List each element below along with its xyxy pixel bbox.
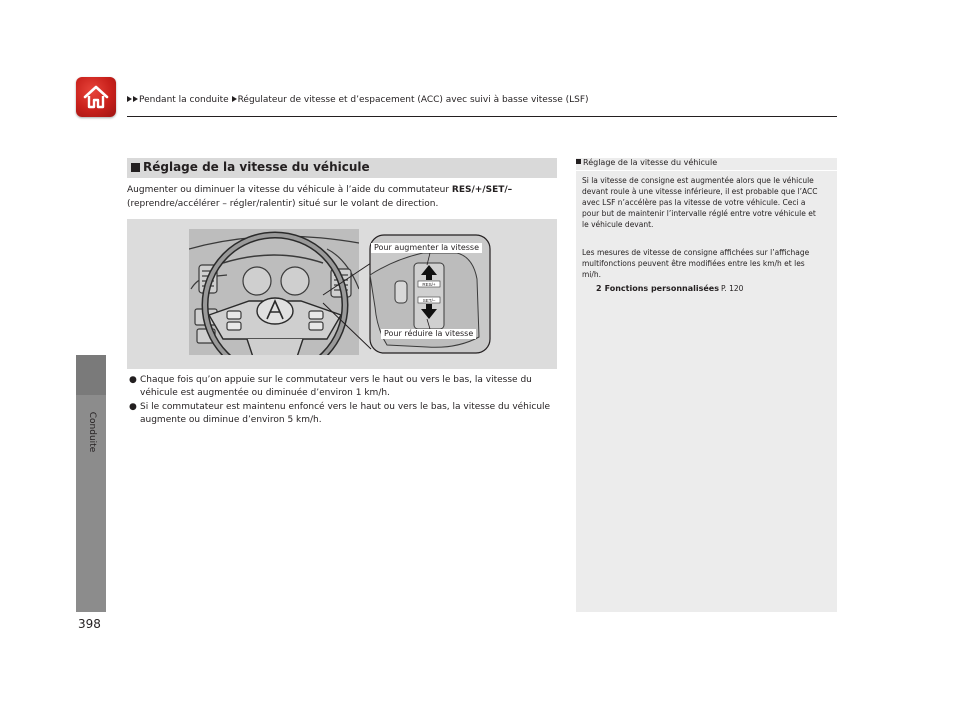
home-button[interactable] bbox=[76, 77, 116, 117]
section-heading bbox=[127, 158, 557, 178]
list-item bbox=[127, 401, 557, 427]
intro-text bbox=[127, 183, 557, 211]
header-divider bbox=[127, 116, 837, 117]
bullet-text: Si le commutateur est maintenu enfoncé vers le haut ou vers le bas, la vitesse du véhicule augmente ou diminue d’environ 5 km/h. bbox=[140, 402, 551, 425]
breadcrumb-arrow-icon bbox=[127, 96, 132, 102]
callout-increase-speed: Pour augmenter la vitesse bbox=[371, 243, 482, 253]
sidebar-heading bbox=[576, 158, 717, 167]
switch-name: RES/+/SET/– bbox=[451, 185, 513, 195]
home-icon bbox=[81, 82, 111, 112]
sidebar-link-custom-features[interactable] bbox=[596, 284, 743, 293]
side-tab-label: Conduite bbox=[87, 411, 97, 453]
bullet-list bbox=[127, 374, 557, 428]
sidebar-link-page: P. 120 bbox=[720, 284, 744, 293]
steering-wheel-illustration bbox=[127, 219, 557, 369]
bullet-text: Chaque fois qu’on appuie sur le commutateur vers le haut ou vers le bas, la vitesse du véhicule est augmentée ou diminuée d’environ 1 km/h. bbox=[140, 375, 532, 398]
intro-text-end: (reprendre/accélérer – régler/ralentir) situé sur le volant de direction. bbox=[127, 199, 439, 209]
steering-wheel-figure bbox=[127, 219, 557, 369]
bullet-icon: ● bbox=[129, 402, 137, 412]
breadcrumb bbox=[127, 95, 589, 105]
switch-label-res: RES/+ bbox=[422, 282, 436, 287]
sidebar-paragraph-2: Les mesures de vitesse de consigne affichées sur l’affichage multifonctions peuvent être modifiées entre les km/h et les mi/h. bbox=[582, 248, 810, 279]
section-title: Réglage de la vitesse du véhicule bbox=[143, 160, 370, 174]
reference-arrow-icon: 2 bbox=[596, 284, 602, 293]
list-item bbox=[127, 374, 557, 400]
sidebar-link-text: Fonctions personnalisées bbox=[604, 284, 719, 293]
breadcrumb-arrow-icon bbox=[133, 96, 138, 102]
callout-decrease-speed: Pour réduire la vitesse bbox=[381, 329, 476, 339]
sidebar-square-icon bbox=[576, 159, 581, 164]
sidebar-divider bbox=[576, 170, 837, 171]
section-square-icon bbox=[131, 163, 140, 172]
page-number: 398 bbox=[78, 617, 101, 631]
side-tab-marker bbox=[76, 355, 106, 395]
sidebar-heading-text: Réglage de la vitesse du véhicule bbox=[583, 158, 718, 167]
breadcrumb-link-acc[interactable]: Régulateur de vitesse et d’espacement (ACC) avec suivi à basse vitesse (LSF) bbox=[237, 95, 589, 105]
bullet-icon: ● bbox=[129, 375, 137, 385]
switch-label-set: SET/– bbox=[422, 298, 436, 303]
breadcrumb-link-driving[interactable]: Pendant la conduite bbox=[139, 95, 229, 105]
breadcrumb-arrow-icon bbox=[232, 96, 237, 102]
intro-text-start: Augmenter ou diminuer la vitesse du véhicule à l’aide du commutateur bbox=[127, 185, 452, 195]
sidebar-paragraph-1: Si la vitesse de consigne est augmentée alors que le véhicule devant roule à une vitesse inférieure, il est probable que l’ACC avec LSF n’accélère pas la vitesse de votre véhicule. Ceci a pour but de maintenir l’intervalle réglé entre votre véhicule et le véhicule devant. bbox=[582, 176, 818, 229]
